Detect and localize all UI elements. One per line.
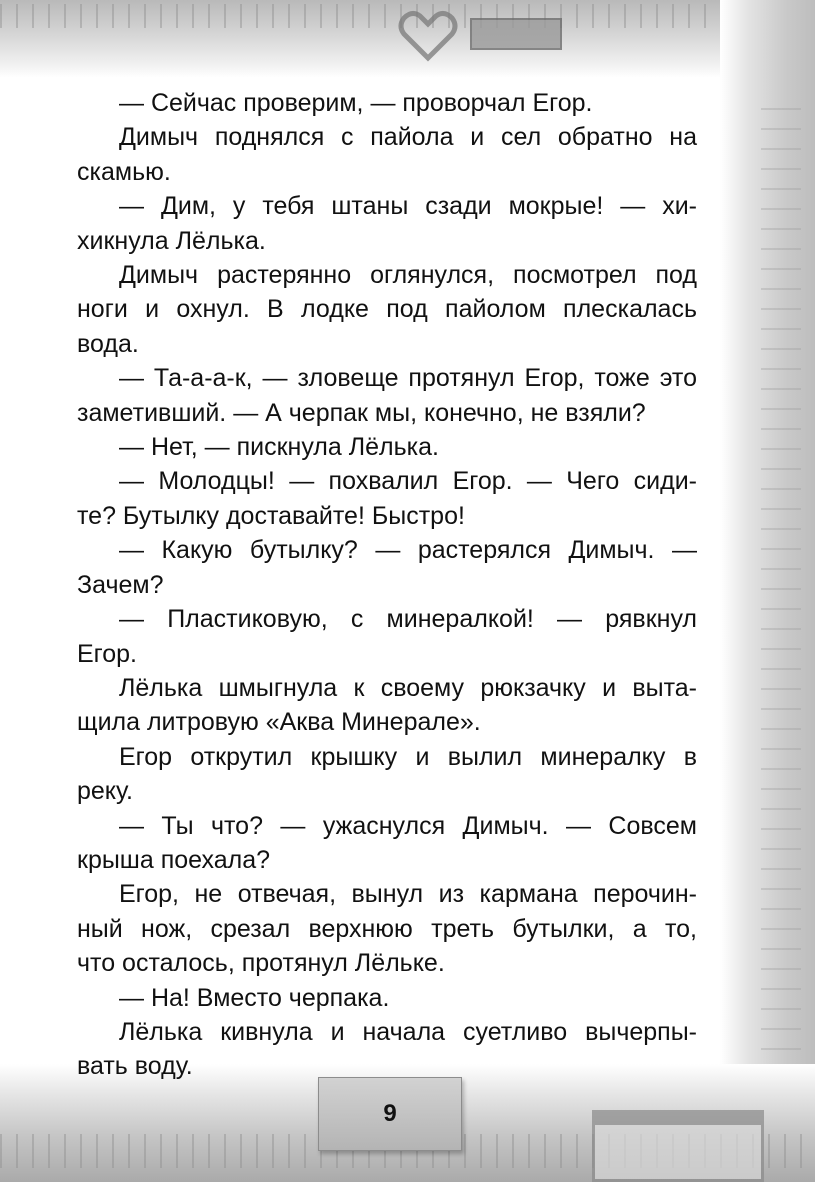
text-line: ный нож, срезал верхнюю треть бутылки, а то,: [77, 914, 697, 943]
heart-icon: [398, 10, 458, 62]
paragraph: [77, 602, 697, 671]
text-line: Лёлька шмыгнула к своему рюкзачку и выта-: [119, 673, 697, 702]
right-ruler-decoration: [761, 90, 801, 1050]
text-line: — Сейчас проверим, — проворчал Егор.: [119, 89, 593, 117]
text-line: Лёлька кивнула и начала суетливо вычерпы-: [119, 1017, 697, 1046]
text-line: скамью.: [77, 157, 171, 186]
paragraph: [77, 740, 697, 809]
text-line: — Ты что? — ужаснулся Димыч. — Совсем: [119, 811, 697, 840]
paragraph: [77, 671, 697, 740]
text-line: — Та-а-а-к, — зловеще протянул Егор, тоже это: [119, 364, 697, 393]
text-line: Егор открутил крышку и вылил минералку в: [119, 742, 697, 771]
paragraph: [77, 86, 697, 120]
text-line: те? Бутылку доставайте! Быстро!: [77, 501, 465, 530]
paragraph: [77, 464, 697, 533]
page-number: 9: [383, 1100, 397, 1127]
text-line: — Дим, у тебя штаны сзади мокрые! — хи-: [119, 192, 697, 221]
paragraph: [77, 258, 697, 361]
paragraph: [77, 533, 697, 602]
text-line: — Нет, — пискнула Лёлька.: [119, 433, 439, 462]
window-decoration: [592, 1110, 764, 1182]
paragraph: [77, 877, 697, 980]
text-line: вать воду.: [77, 1052, 193, 1081]
text-line: — На! Вместо черпака.: [119, 983, 390, 1012]
paragraph: [77, 189, 697, 258]
text-line: реку.: [77, 777, 133, 806]
text-line: ноги и охнул. В лодке под пайолом плескалась: [77, 295, 697, 324]
text-line: заметивший. — А черпак мы, конечно, не взяли?: [77, 398, 646, 427]
text-line: — Молодцы! — похвалил Егор. — Чего сиди-: [119, 467, 697, 496]
text-line: Димыч растерянно оглянулся, посмотрел под: [119, 261, 697, 290]
paragraph: [77, 809, 697, 878]
text-line: Зачем?: [77, 570, 164, 599]
page-number-plate: [318, 1077, 462, 1151]
text-line: хикнула Лёлька.: [77, 226, 266, 255]
paragraph: [77, 981, 697, 1015]
text-line: Егор, не отвечая, вынул из кармана перочин-: [119, 880, 697, 909]
text-line: щила литровую «Аква Минерале».: [77, 708, 481, 737]
paragraph: [77, 361, 697, 430]
menu-decoration: [470, 18, 562, 50]
paragraph: [77, 430, 697, 464]
text-line: — Пластиковую, с минералкой! — рявкнул: [119, 605, 697, 634]
paragraph: [77, 1015, 697, 1084]
paragraph: [77, 120, 697, 189]
text-line: Егор.: [77, 639, 137, 668]
body-text: [77, 86, 697, 1084]
text-line: крыша поехала?: [77, 845, 271, 874]
text-line: — Какую бутылку? — растерялся Димыч. —: [119, 536, 697, 565]
text-line: что осталось, протянул Лёльке.: [77, 949, 445, 978]
text-line: вода.: [77, 329, 139, 358]
text-line: Димыч поднялся с пайола и сел обратно на: [119, 123, 697, 152]
